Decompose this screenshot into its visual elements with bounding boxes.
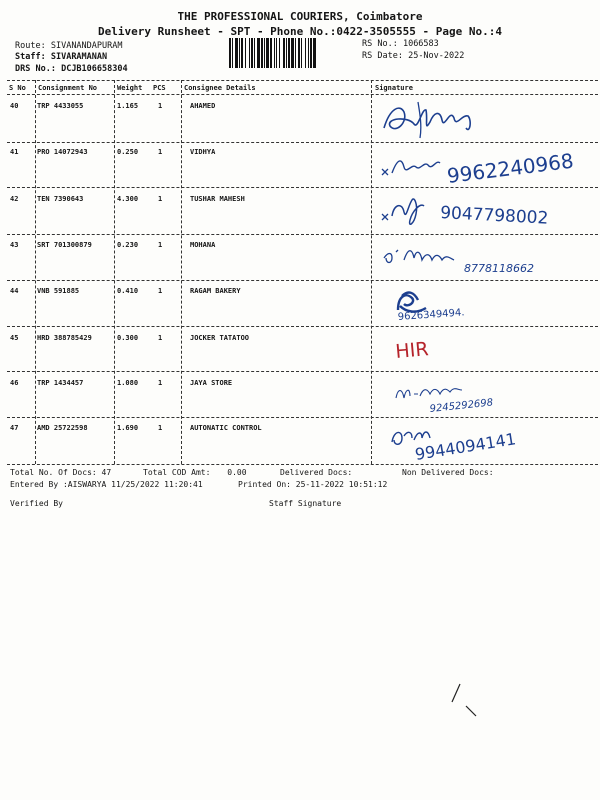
- total-docs-value: 47: [101, 468, 112, 477]
- signature-45-note: HIR: [394, 338, 430, 363]
- verified-by: Verified By: [10, 499, 63, 508]
- total-cod-value: 0.00: [227, 468, 247, 477]
- signature-46-note: 9245292698: [429, 397, 494, 415]
- row-pcs: 1: [158, 287, 163, 295]
- row-sno: 42: [10, 195, 19, 203]
- rs-no-line: [362, 39, 439, 49]
- total-cod: [143, 468, 247, 477]
- row-weight: 4.300: [117, 195, 139, 203]
- rs-date-line: [362, 51, 464, 61]
- rs-date-label: RS Date:: [362, 51, 403, 61]
- signature-43-note: 8778118662: [464, 262, 534, 275]
- printed-on: Printed On: 25-11-2022 10:51:12: [238, 480, 388, 489]
- table-top-rule: [7, 80, 598, 81]
- table-bottom-rule: [7, 464, 598, 465]
- row-pcs: 1: [158, 102, 163, 110]
- signature-41: [378, 145, 578, 189]
- signature-42: [378, 186, 590, 230]
- row-consignment: TEN 7390643: [37, 195, 84, 203]
- row-consignee: VIDHYA: [190, 148, 216, 156]
- signature-43: [378, 238, 568, 278]
- col-divider-sno: [35, 80, 36, 464]
- row-sno: 47: [10, 424, 19, 432]
- row-consignment: SRT 701300879: [37, 241, 92, 249]
- pen-mark: [440, 680, 490, 734]
- row-pcs: 1: [158, 379, 163, 387]
- signature-47-note: 9944094141: [413, 429, 518, 464]
- signature-46: [392, 374, 542, 416]
- row-consignment: TRP 4433055: [37, 102, 84, 110]
- row-pcs: 1: [158, 148, 163, 156]
- row-consignee: JAYA STORE: [190, 379, 233, 387]
- signature-44: [392, 286, 512, 326]
- row-weight: 0.230: [117, 241, 139, 249]
- row-weight: 0.410: [117, 287, 139, 295]
- row-weight: 1.165: [117, 102, 139, 110]
- row-pcs: 1: [158, 241, 163, 249]
- barcode-image: [229, 38, 355, 68]
- col-header-sno: S No: [9, 84, 26, 92]
- row-pcs: 1: [158, 424, 163, 432]
- signature-40: [378, 98, 498, 140]
- row-weight: 1.690: [117, 424, 139, 432]
- row-pcs: 1: [158, 195, 163, 203]
- row-rule: [7, 234, 598, 235]
- row-consignee: JOCKER TATATOO: [190, 334, 250, 342]
- rs-no-value: 1066583: [402, 39, 439, 49]
- signature-42-note: 9047798002: [439, 203, 549, 229]
- row-consignee: AUTONATIC CONTROL: [190, 424, 262, 432]
- row-sno: 45: [10, 334, 19, 342]
- col-divider-consignment: [114, 80, 115, 464]
- drs-line: [15, 64, 128, 74]
- row-consignment: TRP 1434457: [37, 379, 84, 387]
- total-docs: [10, 468, 111, 477]
- company-title: THE PROFESSIONAL COURIERS, Coimbatore: [177, 10, 423, 23]
- col-divider-consignee: [371, 80, 372, 464]
- col-header-consignment: Consignment No: [38, 84, 98, 92]
- staff-value: SIVARAMANAN: [50, 52, 108, 62]
- row-consignment: PRO 14072943: [37, 148, 88, 156]
- row-consignee: MOHANA: [190, 241, 216, 249]
- staff-signature: Staff Signature: [269, 499, 342, 508]
- row-sno: 43: [10, 241, 19, 249]
- table-header-rule: [7, 94, 598, 95]
- runsheet-title: Delivery Runsheet - SPT - Phone No.:0422-3505555 - Page No.:4: [98, 25, 502, 38]
- route-label: Route:: [15, 41, 46, 51]
- route-value: SIVANANDAPURAM: [50, 41, 123, 51]
- staff-label: Staff:: [15, 52, 46, 62]
- row-weight: 1.080: [117, 379, 139, 387]
- non-delivered-docs: Non Delivered Docs:: [402, 468, 494, 477]
- signature-41-note: 9962240968: [445, 148, 575, 188]
- row-consignment: AMD 25722598: [37, 424, 88, 432]
- signature-44-note: 9626349494.: [397, 307, 465, 323]
- rs-no-label: RS No.:: [362, 39, 398, 49]
- col-header-signature: Signature: [375, 84, 413, 92]
- signature-47: [386, 420, 556, 466]
- total-docs-label: Total No. Of Docs:: [10, 468, 97, 477]
- row-consignment: HRD 388785429: [37, 334, 92, 342]
- row-rule: [7, 326, 598, 327]
- signature-45: [392, 334, 472, 366]
- row-weight: 0.300: [117, 334, 139, 342]
- staff-line: [15, 52, 107, 62]
- row-rule: [7, 142, 598, 143]
- col-header-consignee: Consignee Details: [184, 84, 256, 92]
- row-weight: 0.250: [117, 148, 139, 156]
- row-sno: 40: [10, 102, 19, 110]
- col-divider-pcs: [181, 80, 182, 464]
- row-consignee: AHAMED: [190, 102, 216, 110]
- row-sno: 44: [10, 287, 19, 295]
- row-consignee: TUSHAR MAHESH: [190, 195, 245, 203]
- col-header-pcs: PCS: [153, 84, 166, 92]
- row-rule: [7, 371, 598, 372]
- drs-value: DCJB106658304: [61, 64, 128, 74]
- row-rule: [7, 417, 598, 418]
- rs-date-value: 25-Nov-2022: [408, 51, 465, 61]
- row-sno: 41: [10, 148, 19, 156]
- row-sno: 46: [10, 379, 19, 387]
- row-consignment: VNB 591885: [37, 287, 80, 295]
- col-header-weight: Weight: [117, 84, 143, 92]
- route-line: [15, 41, 123, 51]
- row-consignee: RAGAM BAKERY: [190, 287, 241, 295]
- delivered-docs: Delivered Docs:: [280, 468, 353, 477]
- row-rule: [7, 280, 598, 281]
- row-pcs: 1: [158, 334, 163, 342]
- total-cod-label: Total COD Amt:: [143, 468, 211, 477]
- drs-label: DRS No.:: [15, 64, 56, 74]
- entered-by: Entered By :AISWARYA 11/25/2022 11:20:41: [10, 480, 203, 489]
